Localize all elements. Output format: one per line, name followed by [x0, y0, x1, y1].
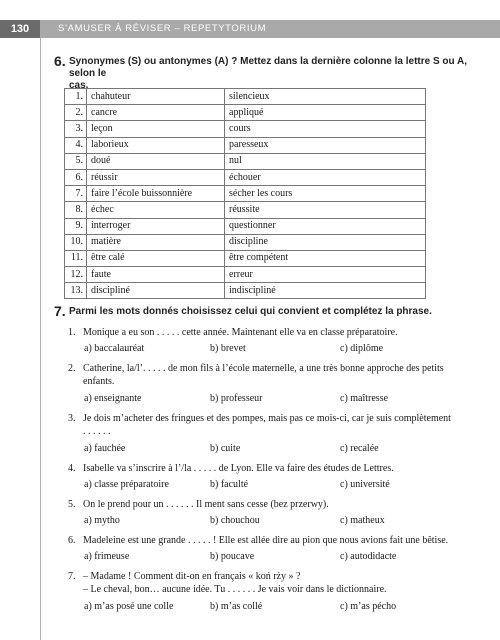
exercise-7-instruction: Parmi les mots donnés choisissez celui qui convient et complétez la phrase.: [69, 306, 432, 317]
word-a: leçon: [87, 121, 225, 137]
row-number: 3.: [65, 121, 87, 137]
question-number: 5.: [68, 499, 76, 510]
option-a: a) fauchée: [84, 443, 126, 454]
row-number: 10.: [65, 234, 87, 250]
question-line: Je dois m’acheter des fringues et des pompes, mais pas ce mois-ci, car je suis complètement: [83, 413, 451, 424]
table-row: [65, 283, 426, 299]
word-a: réussir: [87, 169, 225, 185]
word-a: discipliné: [87, 283, 225, 299]
row-number: 8.: [65, 202, 87, 218]
word-a: chahuteur: [87, 89, 225, 105]
table-row: [65, 250, 426, 266]
question-text: [83, 412, 495, 438]
word-a: faire l’école buissonnière: [87, 186, 225, 202]
word-b: questionner: [225, 218, 426, 234]
table-row: [65, 267, 426, 283]
question-line: enfants.: [83, 376, 115, 387]
option-b: b) chouchou: [210, 515, 260, 526]
option-a: a) frimeuse: [84, 551, 130, 562]
exercise-6-instruction: [69, 56, 469, 92]
question-line: Isabelle va s’inscrire à l’/la . . . . . de Lyon. Elle va faire des études de Lettres.: [83, 463, 394, 474]
exercise-6-instruction-line-1: Synonymes (S) ou antonymes (A) ? Mettez dans la dernière colonne la lettre S ou A, selon le: [69, 56, 468, 79]
table-row: [65, 234, 426, 250]
word-b: échouer: [225, 169, 426, 185]
word-b: sécher les cours: [225, 186, 426, 202]
row-number: 1.: [65, 89, 87, 105]
word-a: être calé: [87, 250, 225, 266]
row-number: 4.: [65, 137, 87, 153]
question-text: [83, 326, 495, 339]
table-row: [65, 89, 426, 105]
option-c: c) autodidacte: [340, 551, 397, 562]
question-text: [83, 498, 495, 511]
row-number: 5.: [65, 153, 87, 169]
word-a: faute: [87, 267, 225, 283]
question-number: 1.: [68, 327, 76, 338]
table-row: [65, 218, 426, 234]
option-a: a) classe préparatoire: [84, 479, 169, 490]
table-row: [65, 137, 426, 153]
table-row: [65, 186, 426, 202]
word-b: être compétent: [225, 250, 426, 266]
word-a: matière: [87, 234, 225, 250]
question-line: On le prend pour un . . . . . . Il ment sans cesse (bez przerwy).: [83, 499, 329, 510]
question-number: 4.: [68, 463, 76, 474]
option-b: b) cuite: [210, 443, 241, 454]
table-row: [65, 153, 426, 169]
row-number: 11.: [65, 250, 87, 266]
option-c: c) université: [340, 479, 390, 490]
question-line: . . . . . .: [83, 426, 111, 437]
question-line: Monique a eu son . . . . . cette année. Maintenant elle va en classe préparatoire.: [83, 327, 398, 338]
question-text: [83, 570, 495, 596]
option-c: c) m’as pécho: [340, 601, 397, 612]
word-b: erreur: [225, 267, 426, 283]
row-number: 12.: [65, 267, 87, 283]
word-b: cours: [225, 121, 426, 137]
word-b: discipline: [225, 234, 426, 250]
option-a: a) enseignante: [84, 393, 142, 404]
word-a: laborieux: [87, 137, 225, 153]
word-b: réussite: [225, 202, 426, 218]
word-b: indiscipliné: [225, 283, 426, 299]
exercise-6-number: 6.: [54, 53, 66, 69]
question-line: – Madame ! Comment dit-on en français « koń rży » ?: [83, 571, 301, 582]
row-number: 9.: [65, 218, 87, 234]
margin-rule: [40, 38, 41, 640]
question-number: 7.: [68, 571, 76, 582]
row-number: 7.: [65, 186, 87, 202]
row-number: 6.: [65, 169, 87, 185]
option-a: a) baccalauréat: [84, 343, 145, 354]
question-line: Catherine, la/l’. . . . . de mon fils à l’école maternelle, a une très bonne approche des petits: [83, 363, 444, 374]
word-a: échec: [87, 202, 225, 218]
table-row: [65, 202, 426, 218]
word-b: silencieux: [225, 89, 426, 105]
option-b: b) brevet: [210, 343, 246, 354]
page-header: [0, 0, 500, 40]
running-title: S’AMUSER À RÉVISER – REPETYTORIUM: [40, 20, 500, 38]
option-b: b) faculté: [210, 479, 249, 490]
question-number: 6.: [68, 535, 76, 546]
word-a: cancre: [87, 105, 225, 121]
option-c: c) recalée: [340, 443, 379, 454]
question-number: 3.: [68, 413, 76, 424]
exercise-7-number: 7.: [54, 303, 66, 319]
option-c: c) diplôme: [340, 343, 384, 354]
option-a: a) m’as posé une colle: [84, 601, 174, 612]
word-a: doué: [87, 153, 225, 169]
question-text: [83, 362, 495, 388]
option-c: c) maîtresse: [340, 393, 389, 404]
table-row: [65, 121, 426, 137]
word-b: nul: [225, 153, 426, 169]
option-b: b) poucave: [210, 551, 255, 562]
question-line: – Le cheval, bon… aucune idée. Tu . . . . . . Je vais voir dans le dictionnaire.: [83, 584, 387, 595]
option-c: c) matheux: [340, 515, 385, 526]
option-b: b) m’as collé: [210, 601, 263, 612]
option-b: b) professeur: [210, 393, 263, 404]
page-number: 130: [0, 20, 40, 38]
question-text: [83, 534, 495, 547]
table-row: [65, 105, 426, 121]
exercise-6-instruction-line-2: cas.: [69, 80, 89, 91]
word-b: paresseux: [225, 137, 426, 153]
row-number: 13.: [65, 283, 87, 299]
word-a: interroger: [87, 218, 225, 234]
row-number: 2.: [65, 105, 87, 121]
table-row: [65, 169, 426, 185]
option-a: a) mytho: [84, 515, 120, 526]
synonym-antonym-table: [64, 88, 426, 299]
word-b: appliqué: [225, 105, 426, 121]
question-text: [83, 462, 495, 475]
question-number: 2.: [68, 363, 76, 374]
question-line: Madeleine est une grande . . . . . ! Elle est allée dire au pion que nous avions fait une bêtise.: [83, 535, 449, 546]
